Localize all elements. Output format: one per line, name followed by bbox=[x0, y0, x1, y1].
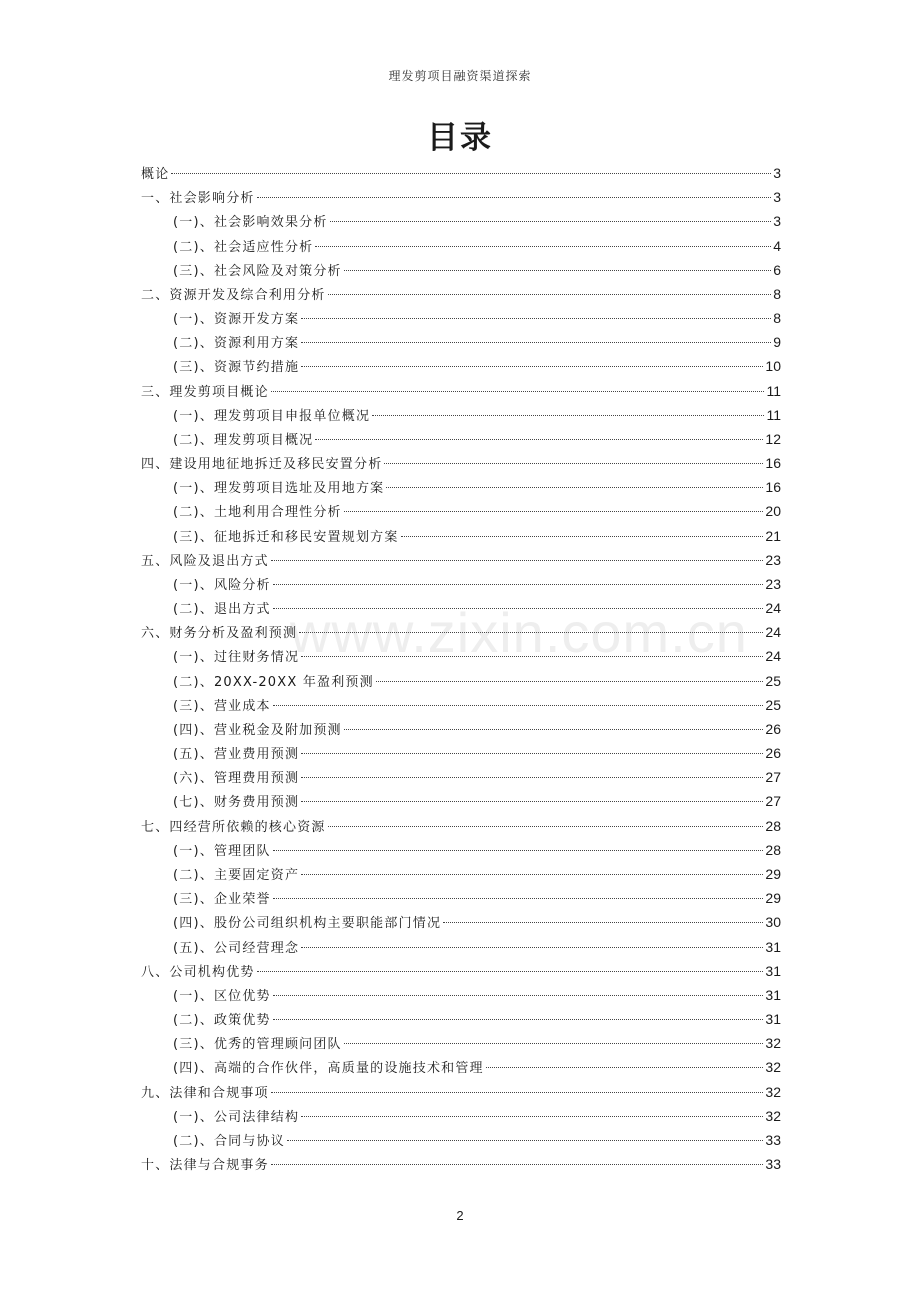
toc-entry-page: 31 bbox=[765, 938, 781, 955]
dot-leader bbox=[271, 391, 765, 392]
toc-entry[interactable] bbox=[141, 1152, 781, 1176]
toc-subentry[interactable] bbox=[141, 910, 781, 934]
toc-entry-label: 十、法律与合规事务 bbox=[141, 1158, 269, 1174]
dot-leader bbox=[344, 1043, 764, 1044]
toc-subentry[interactable] bbox=[141, 354, 781, 378]
dot-leader bbox=[299, 632, 763, 633]
toc-entry-label: (七)、财务费用预测 bbox=[173, 795, 300, 811]
dot-leader bbox=[257, 971, 764, 972]
dot-leader bbox=[301, 947, 763, 948]
toc-entry-page: 31 bbox=[765, 1011, 781, 1028]
dot-leader bbox=[273, 850, 764, 851]
toc-subentry[interactable] bbox=[141, 209, 781, 233]
toc-entry-label: (四)、股份公司组织机构主要职能部门情况 bbox=[173, 916, 442, 932]
toc-entry-label: (一)、管理团队 bbox=[173, 843, 271, 859]
toc-entry-label: 九、法律和合规事项 bbox=[141, 1085, 269, 1101]
toc-subentry[interactable] bbox=[141, 258, 781, 282]
toc-subentry[interactable] bbox=[141, 1031, 781, 1055]
toc-entry-page: 26 bbox=[765, 745, 781, 762]
dot-leader bbox=[301, 1116, 763, 1117]
toc-entry-label: 三、理发剪项目概论 bbox=[141, 384, 269, 400]
toc-entry-page: 9 bbox=[773, 334, 781, 351]
toc-entry-page: 30 bbox=[765, 914, 781, 931]
dot-leader bbox=[328, 294, 772, 295]
toc-entry-label: 一、社会影响分析 bbox=[141, 191, 255, 207]
dot-leader bbox=[301, 366, 763, 367]
toc-subentry[interactable] bbox=[141, 765, 781, 789]
dot-leader bbox=[301, 777, 763, 778]
toc-entry-label: (二)、理发剪项目概况 bbox=[173, 432, 314, 448]
toc-entry-label: (一)、理发剪项目选址及用地方案 bbox=[173, 481, 385, 497]
toc-entry-label: (二)、政策优势 bbox=[173, 1013, 271, 1029]
toc-subentry[interactable] bbox=[141, 838, 781, 862]
toc-entry-page: 32 bbox=[765, 1107, 781, 1124]
toc-entry-page: 12 bbox=[765, 430, 781, 447]
toc-entry-label: (一)、风险分析 bbox=[173, 577, 271, 593]
toc-entry[interactable] bbox=[141, 185, 781, 209]
toc-entry-label: (一)、过往财务情况 bbox=[173, 650, 300, 666]
toc-entry[interactable] bbox=[141, 959, 781, 983]
toc-entry[interactable] bbox=[141, 548, 781, 572]
dot-leader bbox=[443, 922, 763, 923]
toc-subentry[interactable] bbox=[141, 427, 781, 451]
dot-leader bbox=[301, 656, 763, 657]
dot-leader bbox=[372, 415, 764, 416]
toc-entry[interactable] bbox=[141, 814, 781, 838]
toc-entry-page: 25 bbox=[765, 672, 781, 689]
toc-entry-label: (三)、营业成本 bbox=[173, 698, 271, 714]
toc-subentry[interactable] bbox=[141, 524, 781, 548]
dot-leader bbox=[271, 1164, 764, 1165]
toc-entry-page: 29 bbox=[765, 890, 781, 907]
toc-entry-label: (一)、社会影响效果分析 bbox=[173, 215, 328, 231]
dot-leader bbox=[273, 608, 764, 609]
toc-entry-page: 24 bbox=[765, 648, 781, 665]
dot-leader bbox=[301, 874, 763, 875]
toc-entry-label: (二)、资源利用方案 bbox=[173, 336, 300, 352]
toc-subentry[interactable] bbox=[141, 234, 781, 258]
toc-entry-page: 32 bbox=[765, 1083, 781, 1100]
dot-leader bbox=[301, 342, 771, 343]
toc-entry-page: 24 bbox=[765, 600, 781, 617]
toc-subentry[interactable] bbox=[141, 983, 781, 1007]
toc-entry-label: (二)、主要固定资产 bbox=[173, 867, 300, 883]
toc-entry-page: 32 bbox=[765, 1059, 781, 1076]
toc-entry[interactable] bbox=[141, 379, 781, 403]
toc-entry-label: (三)、社会风险及对策分析 bbox=[173, 263, 342, 279]
toc-entry-page: 3 bbox=[773, 189, 781, 206]
toc-entry-page: 6 bbox=[773, 261, 781, 278]
toc-subentry[interactable] bbox=[141, 862, 781, 886]
dot-leader bbox=[287, 1140, 763, 1141]
toc-entry-label: (一)、区位优势 bbox=[173, 988, 271, 1004]
toc-subentry[interactable] bbox=[141, 596, 781, 620]
toc-subentry[interactable] bbox=[141, 306, 781, 330]
toc-subentry[interactable] bbox=[141, 1007, 781, 1031]
dot-leader bbox=[301, 801, 763, 802]
dot-leader bbox=[344, 729, 764, 730]
toc-entry-label: (二)、合同与协议 bbox=[173, 1133, 285, 1149]
toc-subentry[interactable] bbox=[141, 886, 781, 910]
dot-leader bbox=[376, 681, 764, 682]
toc-subentry[interactable] bbox=[141, 403, 781, 427]
toc-entry-label: (一)、理发剪项目申报单位概况 bbox=[173, 408, 371, 424]
toc-entry-page: 31 bbox=[765, 962, 781, 979]
toc-subentry[interactable] bbox=[141, 693, 781, 717]
toc-entry[interactable] bbox=[141, 620, 781, 644]
toc-entry-label: (二)、20XX-20XX 年盈利预测 bbox=[173, 674, 374, 690]
toc-subentry[interactable] bbox=[141, 499, 781, 523]
toc-entry-label: 四、建设用地征地拆迁及移民安置分析 bbox=[141, 457, 383, 473]
toc-entry-label: 六、财务分析及盈利预测 bbox=[141, 626, 298, 642]
running-header: 理发剪项目融资渠道探索 bbox=[388, 69, 532, 83]
toc-entry[interactable] bbox=[141, 161, 781, 185]
toc-entry-label: (三)、资源节约措施 bbox=[173, 360, 300, 376]
toc-entry-label: (一)、资源开发方案 bbox=[173, 312, 300, 328]
toc-entry-page: 33 bbox=[765, 1156, 781, 1173]
toc-entry-page: 20 bbox=[765, 503, 781, 520]
toc-subentry[interactable] bbox=[141, 1055, 781, 1079]
toc-entry-page: 3 bbox=[773, 165, 781, 181]
toc-entry-label: (三)、征地拆迁和移民安置规划方案 bbox=[173, 529, 399, 545]
toc-entry-page: 11 bbox=[766, 406, 781, 423]
dot-leader bbox=[273, 1019, 764, 1020]
toc-entry-page: 26 bbox=[765, 720, 781, 737]
dot-leader bbox=[384, 463, 763, 464]
dot-leader bbox=[301, 753, 763, 754]
toc-entry-label: (二)、土地利用合理性分析 bbox=[173, 505, 342, 521]
toc-entry-label: (三)、企业荣誉 bbox=[173, 892, 271, 908]
dot-leader bbox=[301, 318, 771, 319]
toc-entry-label: 概论 bbox=[141, 167, 170, 182]
toc-entry-page: 33 bbox=[765, 1131, 781, 1148]
dot-leader bbox=[273, 584, 764, 585]
dot-leader bbox=[271, 560, 764, 561]
dot-leader bbox=[486, 1067, 764, 1068]
table-of-contents bbox=[141, 161, 781, 1176]
dot-leader bbox=[273, 898, 764, 899]
toc-entry-label: 二、资源开发及综合利用分析 bbox=[141, 287, 326, 303]
toc-entry-page: 24 bbox=[765, 624, 781, 641]
dot-leader bbox=[271, 1092, 764, 1093]
toc-entry-page: 25 bbox=[765, 696, 781, 713]
toc-entry-page: 28 bbox=[765, 817, 781, 834]
toc-subentry[interactable] bbox=[141, 330, 781, 354]
toc-subentry[interactable] bbox=[141, 1104, 781, 1128]
toc-entry-page: 32 bbox=[765, 1035, 781, 1052]
toc-entry-label: (六)、管理费用预测 bbox=[173, 771, 300, 787]
toc-entry-label: (五)、公司经营理念 bbox=[173, 940, 300, 956]
toc-entry-page: 27 bbox=[765, 769, 781, 786]
dot-leader bbox=[386, 487, 763, 488]
toc-entry[interactable] bbox=[141, 282, 781, 306]
dot-leader bbox=[344, 270, 771, 271]
toc-entry-page: 8 bbox=[773, 285, 781, 302]
toc-entry-page: 29 bbox=[765, 865, 781, 882]
dot-leader bbox=[273, 995, 764, 996]
toc-entry-label: (三)、优秀的管理顾问团队 bbox=[173, 1037, 342, 1053]
toc-entry-page: 3 bbox=[773, 213, 781, 230]
toc-entry-page: 16 bbox=[765, 479, 781, 496]
dot-leader bbox=[328, 826, 764, 827]
toc-entry-label: (四)、营业税金及附加预测 bbox=[173, 722, 342, 738]
toc-entry-label: (二)、退出方式 bbox=[173, 602, 271, 618]
toc-entry-page: 27 bbox=[765, 793, 781, 810]
toc-entry-page: 28 bbox=[765, 841, 781, 858]
toc-entry-label: 八、公司机构优势 bbox=[141, 964, 255, 980]
toc-subentry[interactable] bbox=[141, 475, 781, 499]
toc-subentry[interactable] bbox=[141, 741, 781, 765]
toc-entry-label: 七、四经营所依赖的核心资源 bbox=[141, 819, 326, 835]
dot-leader bbox=[330, 221, 772, 222]
toc-entry-page: 4 bbox=[773, 237, 781, 254]
dot-leader bbox=[344, 511, 764, 512]
toc-title: 目录 bbox=[427, 120, 493, 156]
watermark: www.zixin.com.cn bbox=[290, 601, 748, 664]
toc-entry-page: 21 bbox=[765, 527, 781, 544]
dot-leader bbox=[273, 705, 764, 706]
toc-subentry[interactable] bbox=[141, 935, 781, 959]
dot-leader bbox=[315, 439, 763, 440]
toc-entry-page: 11 bbox=[766, 382, 781, 399]
dot-leader bbox=[257, 197, 772, 198]
toc-entry-label: (四)、高端的合作伙伴，高质量的设施技术和管理 bbox=[173, 1061, 484, 1077]
toc-entry-label: 五、风险及退出方式 bbox=[141, 553, 269, 569]
toc-entry-label: (一)、公司法律结构 bbox=[173, 1109, 300, 1125]
toc-entry-page: 16 bbox=[765, 455, 781, 472]
dot-leader bbox=[171, 173, 771, 174]
toc-subentry[interactable] bbox=[141, 669, 781, 693]
toc-entry[interactable] bbox=[141, 451, 781, 475]
toc-entry-label: (五)、营业费用预测 bbox=[173, 747, 300, 763]
dot-leader bbox=[315, 246, 771, 247]
toc-entry[interactable] bbox=[141, 1080, 781, 1104]
toc-subentry[interactable] bbox=[141, 572, 781, 596]
toc-subentry[interactable] bbox=[141, 717, 781, 741]
toc-subentry[interactable] bbox=[141, 1128, 781, 1152]
toc-entry-page: 10 bbox=[765, 358, 781, 375]
page-number: 2 bbox=[456, 1208, 464, 1223]
toc-subentry[interactable] bbox=[141, 789, 781, 813]
toc-entry-page: 23 bbox=[765, 575, 781, 592]
dot-leader bbox=[401, 536, 764, 537]
toc-subentry[interactable] bbox=[141, 644, 781, 668]
toc-entry-page: 31 bbox=[765, 986, 781, 1003]
toc-entry-page: 23 bbox=[765, 551, 781, 568]
toc-entry-label: (二)、社会适应性分析 bbox=[173, 239, 314, 255]
toc-entry-page: 8 bbox=[773, 310, 781, 327]
